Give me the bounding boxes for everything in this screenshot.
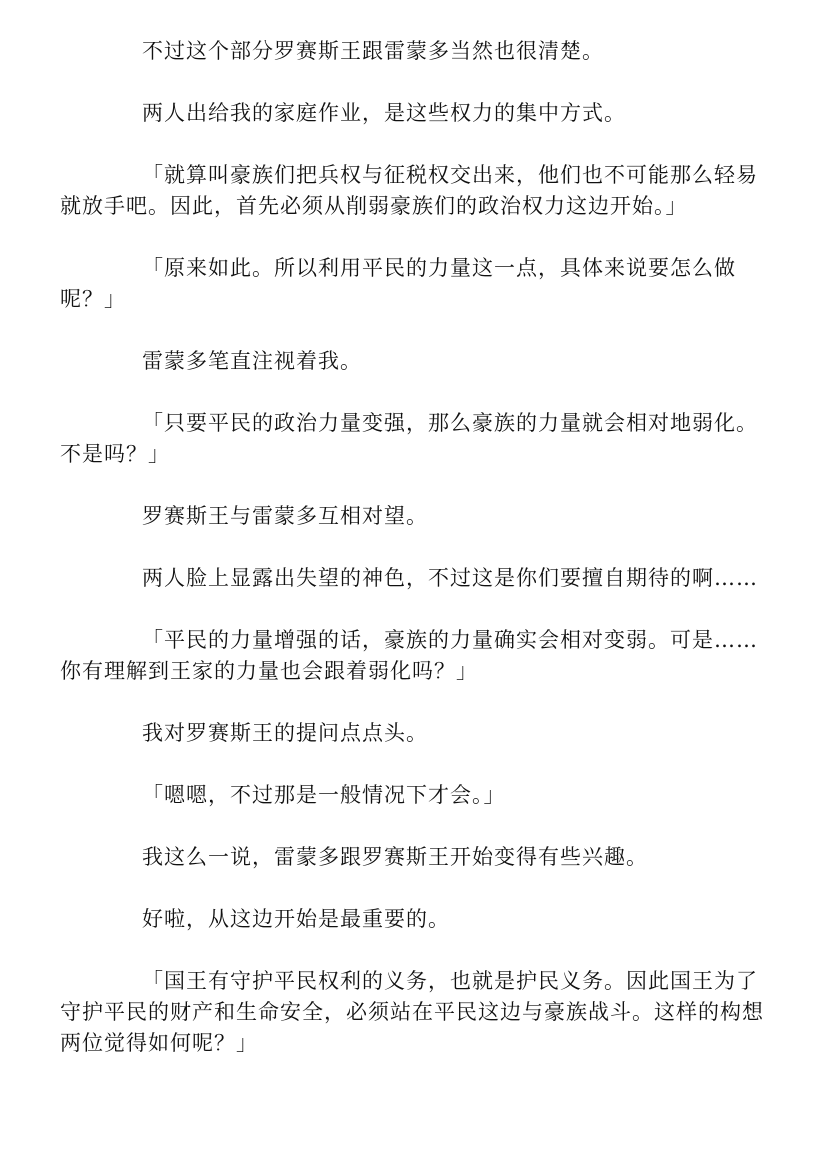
document-body [60,36,772,1090]
paragraph-8: 两人脸上显露出失望的神色，不过这是你们要擅自期待的啊…… [142,566,758,590]
paragraph-4: 「原来如此。所以利用平民的力量这一点，具体来说要怎么做呢？」 [60,256,736,311]
paragraph-13: 好啦，从这边开始是最重要的。 [142,907,450,931]
paragraph-2: 两人出给我的家庭作业，是这些权力的集中方式。 [142,101,626,125]
paragraph-1: 不过这个部分罗赛斯王跟雷蒙多当然也很清楚。 [142,39,604,63]
paragraph-5: 雷蒙多笔直注视着我。 [142,349,362,373]
paragraph-3: 「就算叫豪族们把兵权与征税权交出来，他们也不可能那么轻易就放手吧。因此，首先必须从削弱豪族们的政治权力这边开始。」 [60,163,758,218]
paragraph-11: 「嗯嗯，不过那是一般情况下才会。」 [142,783,506,807]
paragraph-6: 「只要平民的政治力量变强，那么豪族的力量就会相对地弱化。不是吗？」 [60,411,758,466]
paragraph-14: 「国王有守护平民权利的义务，也就是护民义务。因此国王为了守护平民的财产和生命安全，必须站在平民这边与豪族战斗。这样的构想两位觉得如何呢？」 [60,969,764,1055]
paragraph-12: 我这么一说，雷蒙多跟罗赛斯王开始变得有些兴趣。 [142,845,648,869]
paragraph-10: 我对罗赛斯王的提问点点头。 [142,721,428,745]
paragraph-7: 罗赛斯王与雷蒙多互相对望。 [142,504,428,528]
paragraph-9: 「平民的力量增强的话，豪族的力量确实会相对变弱。可是……你有理解到王家的力量也会跟着弱化吗？」 [60,628,758,683]
